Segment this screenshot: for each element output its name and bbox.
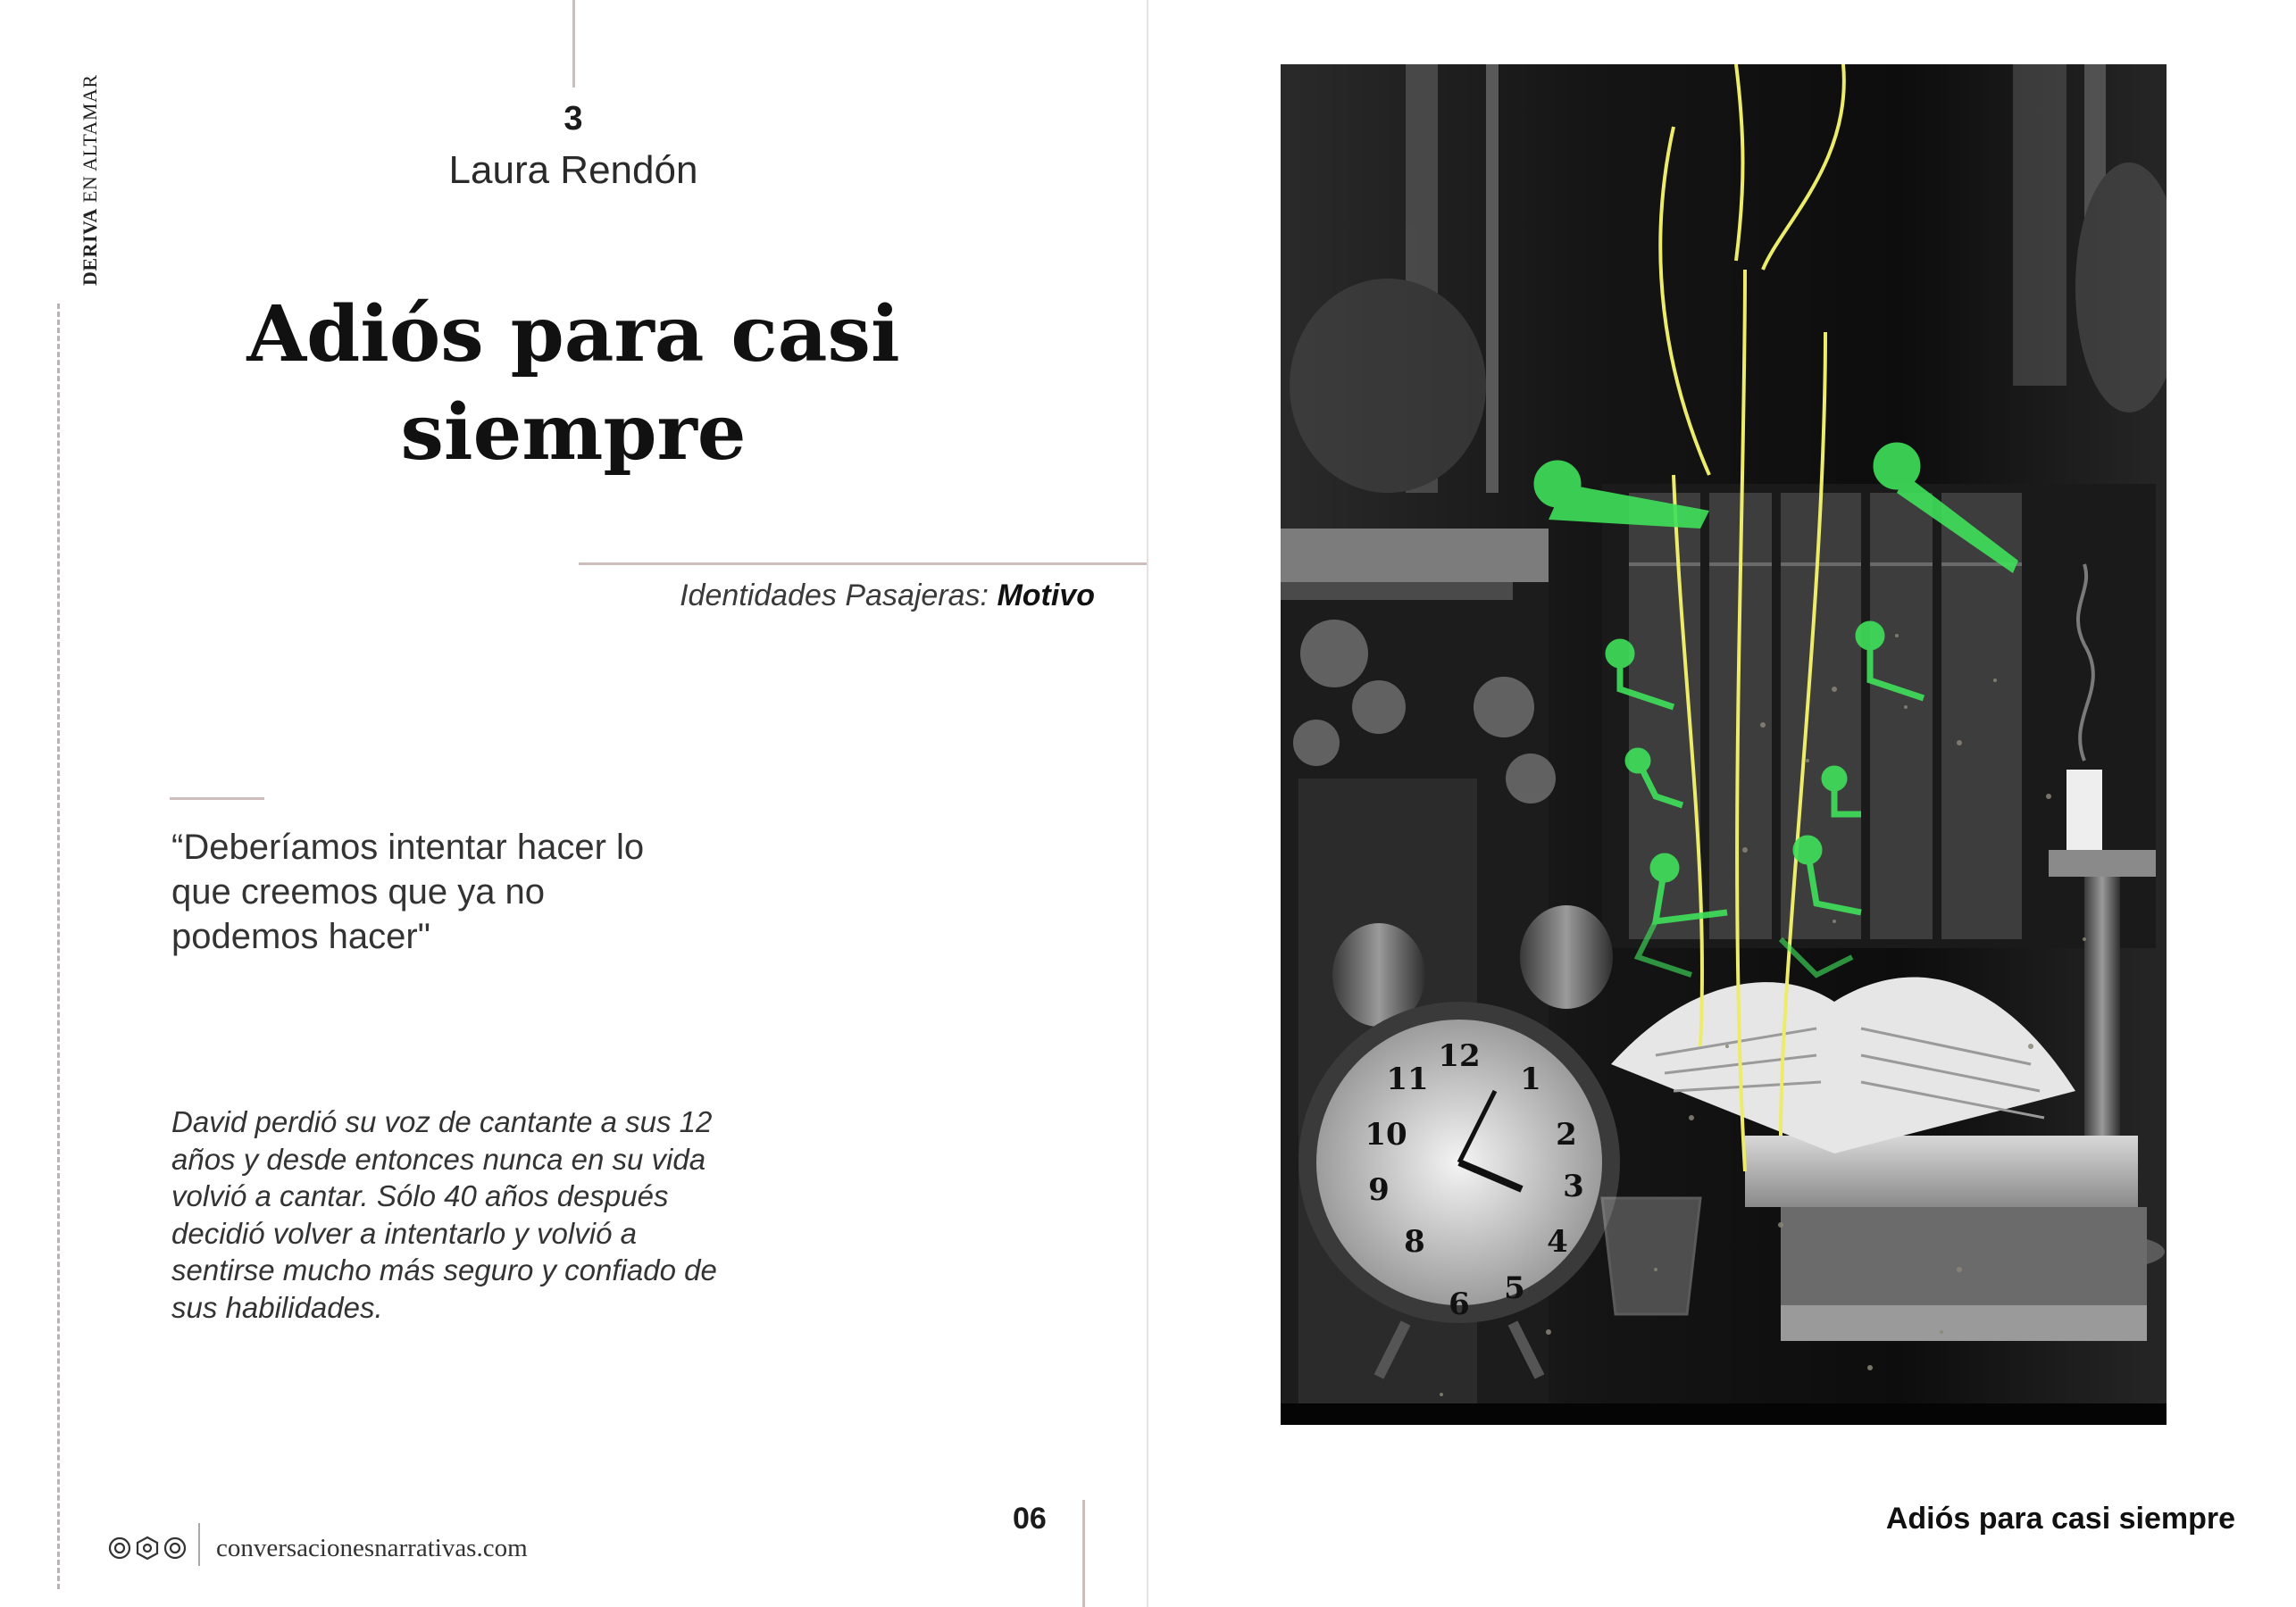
section-label: Identidades Pasajeras: Motivo bbox=[680, 579, 1095, 612]
vertical-brand: DERIVA EN ALTAMAR bbox=[79, 74, 101, 286]
chapter-number: 3 bbox=[564, 100, 583, 137]
svg-text:6: 6 bbox=[1449, 1286, 1470, 1322]
svg-text:9: 9 bbox=[1368, 1172, 1390, 1208]
svg-text:4: 4 bbox=[1547, 1224, 1568, 1260]
running-title: Adiós para casi siempre bbox=[1885, 1502, 2235, 1536]
svg-text:5: 5 bbox=[1504, 1270, 1525, 1306]
svg-text:3: 3 bbox=[1563, 1169, 1584, 1204]
body-paragraph: David perdió su voz de cantante a sus 12 años y desde entonces nunca en su vida volvió a cantar. Sólo 40 años después decidió volver a intentarlo y volvió a sentirse mucho más seguro y confiado de sus habilidades. bbox=[171, 1105, 717, 1324]
svg-text:8: 8 bbox=[1404, 1224, 1425, 1260]
website-link[interactable]: conversacionesnarrativas.com bbox=[216, 1534, 528, 1562]
footer-divider bbox=[1082, 1500, 1085, 1607]
svg-text:2: 2 bbox=[1556, 1117, 1577, 1153]
page-number: 06 bbox=[1013, 1502, 1047, 1536]
pull-quote: “Deberíamos intentar hacer lo que creemos que ya no podemos hacer" bbox=[171, 828, 645, 956]
website-divider bbox=[198, 1523, 200, 1566]
svg-text:10: 10 bbox=[1365, 1117, 1407, 1153]
section-divider bbox=[579, 562, 1147, 565]
quote-divider bbox=[170, 797, 264, 800]
svg-text:11: 11 bbox=[1386, 1062, 1429, 1097]
still-life-illustration bbox=[1281, 64, 2167, 1425]
author-name: Laura Rendón bbox=[448, 148, 698, 192]
left-page bbox=[0, 0, 1147, 1607]
publisher-logo-icon bbox=[107, 1532, 188, 1564]
top-divider bbox=[572, 0, 575, 87]
dashed-margin-rule bbox=[57, 304, 60, 1589]
article-title: Adiós para casi siempre bbox=[246, 289, 900, 478]
svg-text:12: 12 bbox=[1438, 1038, 1481, 1074]
svg-text:1: 1 bbox=[1520, 1062, 1541, 1097]
